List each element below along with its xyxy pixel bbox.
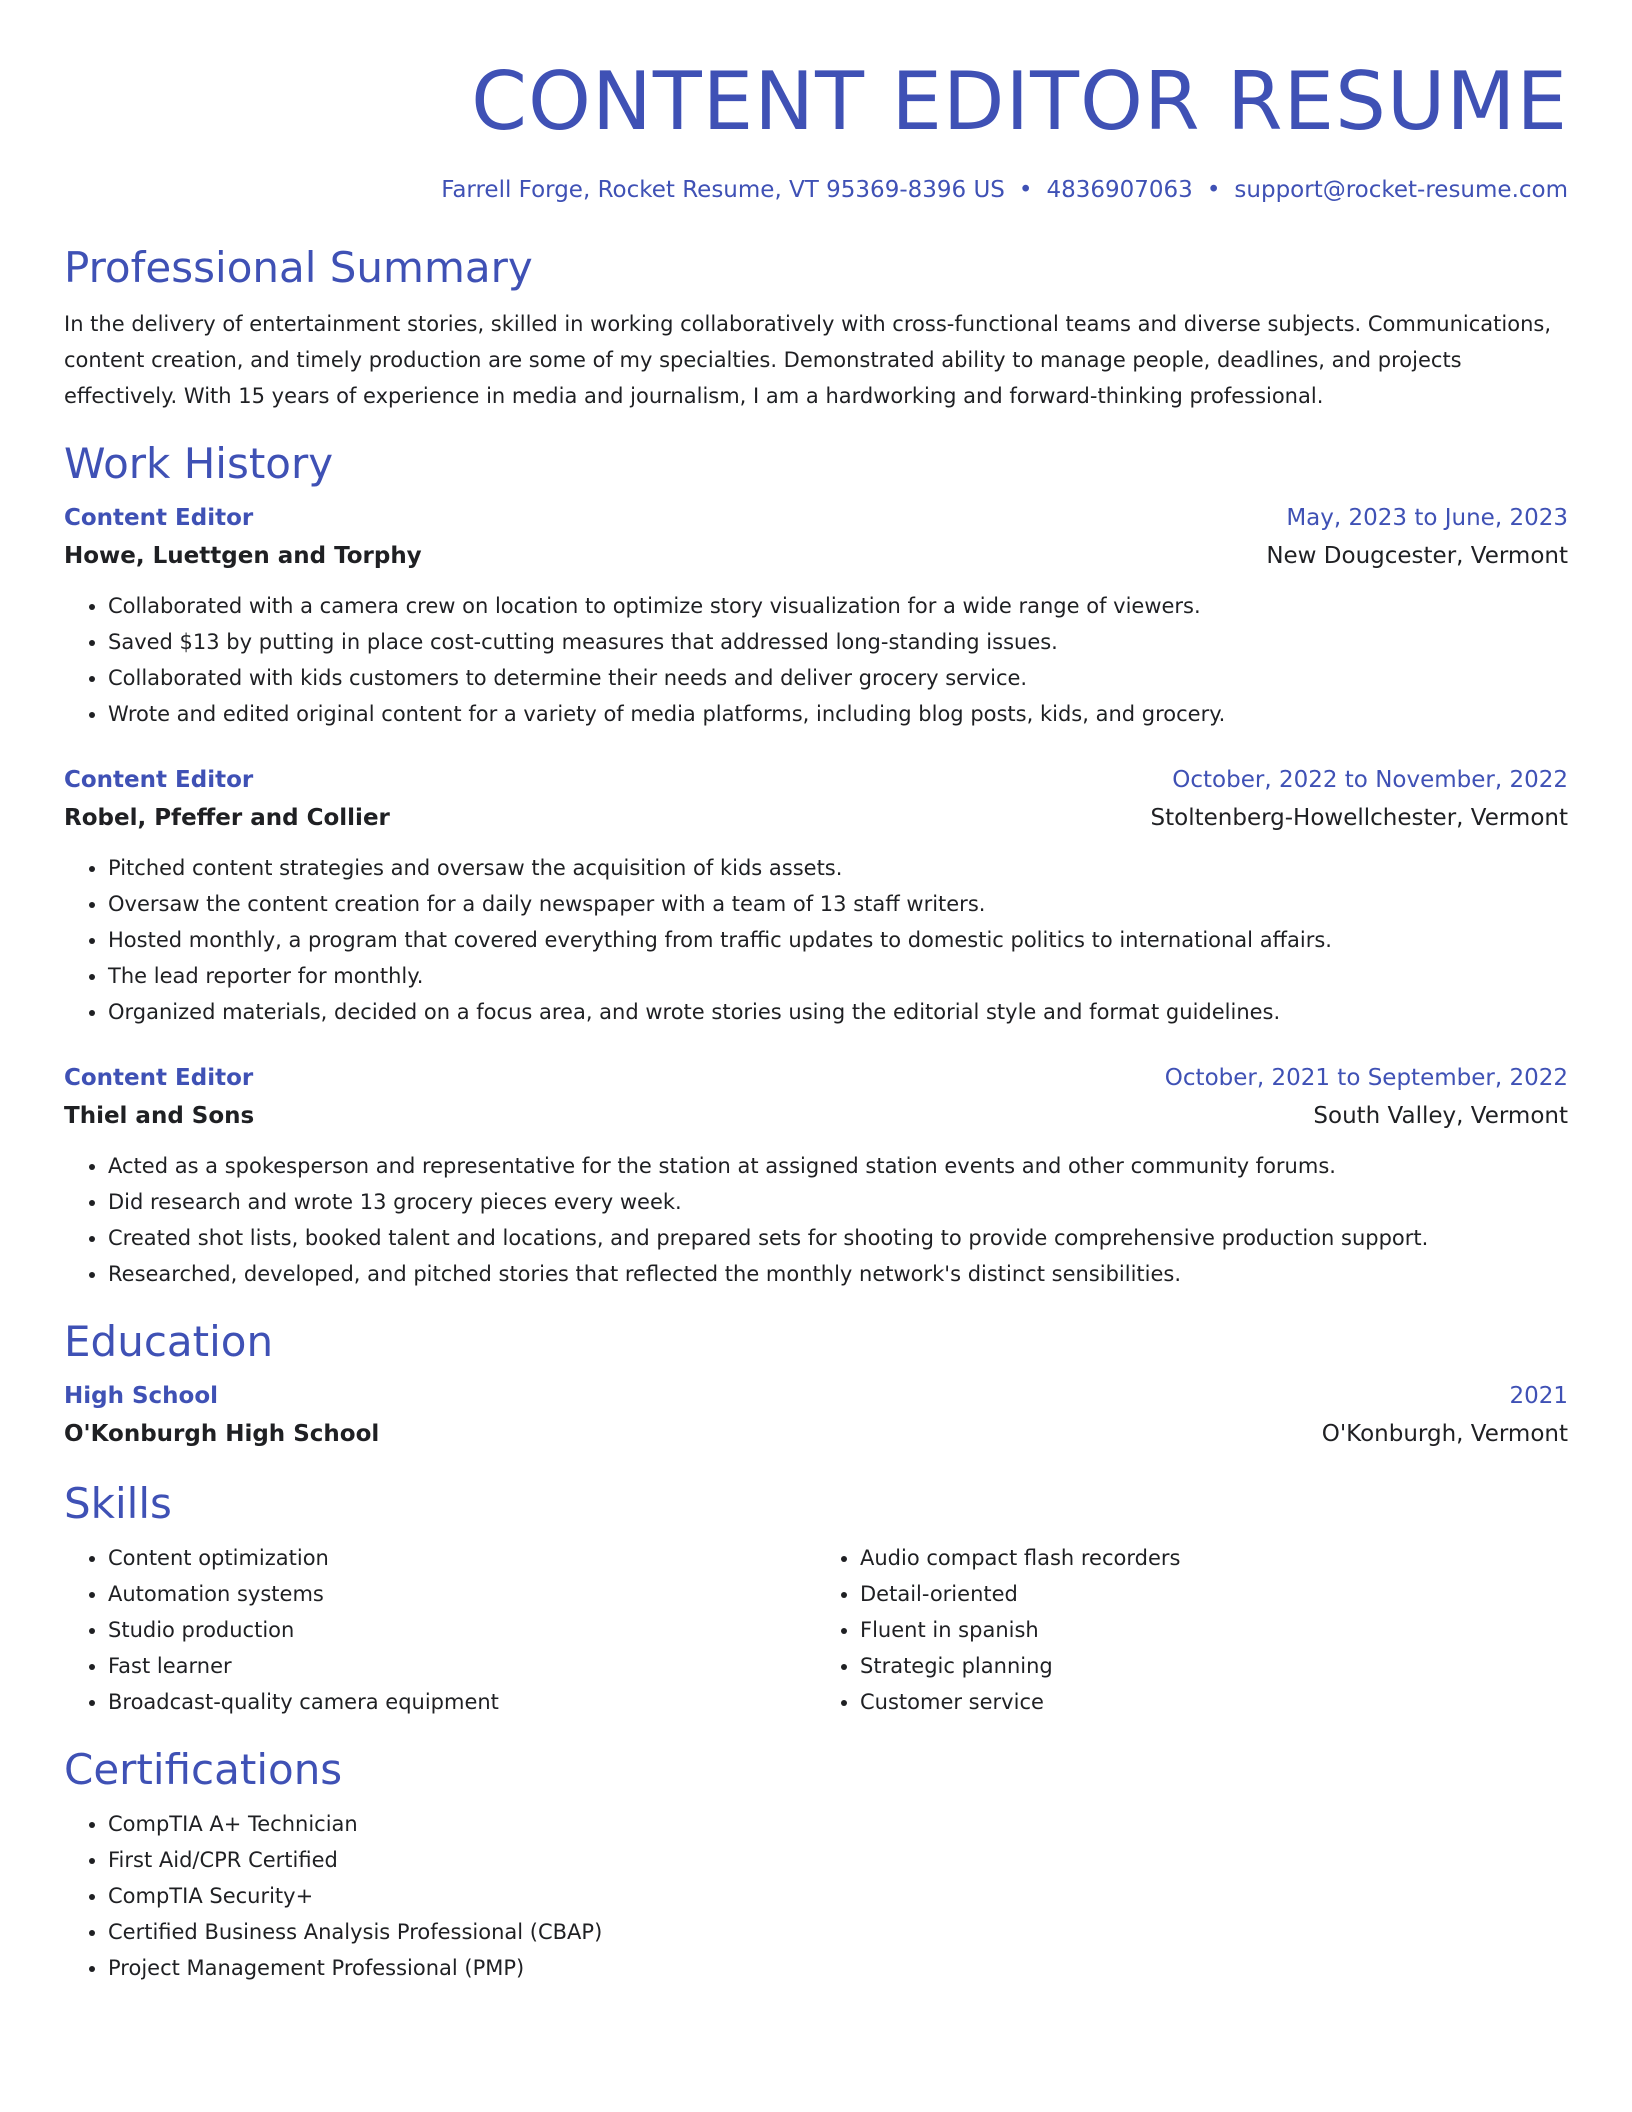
- education-school: O'Konburgh High School: [64, 1421, 380, 1447]
- skill-item: • Studio production: [108, 1612, 816, 1648]
- work-history-section: [64, 436, 1568, 1292]
- contact-separator: •: [1206, 177, 1221, 203]
- job-role: Content Editor: [64, 767, 254, 793]
- job-bullet: • Created shot lists, booked talent and locations, and prepared sets for shooting to provide comprehensive production support.: [108, 1220, 1568, 1256]
- summary-text: In the delivery of entertainment stories, skilled in working collaboratively with cross-functional teams and diverse subjects. Communications, content creation, and timely production are some of my specialties. Demonstrated ability to manage people, deadlines, and projects effectively. With 15 years of experience in media and journalism, I am a hardworking and forward-thinking professional.: [64, 312, 1552, 408]
- job-bullet: • Acted as a spokesperson and representative for the station at assigned station events and other community forums.: [108, 1148, 1568, 1184]
- job-bullet: • Oversaw the content creation for a daily newspaper with a team of 13 staff writers.: [108, 886, 1568, 922]
- section-title-summary: Professional Summary: [64, 243, 533, 292]
- job-role: Content Editor: [64, 505, 254, 531]
- education-degree: High School: [64, 1383, 219, 1409]
- job-entry: [64, 500, 1568, 732]
- job-role: Content Editor: [64, 1065, 254, 1091]
- job-location: New Dougcester, Vermont: [1266, 543, 1568, 569]
- resume-header: [64, 54, 1568, 206]
- skill-item: • Audio compact flash recorders: [860, 1540, 1568, 1576]
- certifications-list: [64, 1806, 1568, 1986]
- education-location: O'Konburgh, Vermont: [1321, 1421, 1568, 1447]
- education-entry: [64, 1378, 1568, 1454]
- job-entry: [64, 1060, 1568, 1292]
- job-bullet: • Researched, developed, and pitched stories that reflected the monthly network's distinct sensibilities.: [108, 1256, 1568, 1292]
- education-school-row: [64, 1414, 1568, 1454]
- skill-item: • Detail-oriented: [860, 1576, 1568, 1612]
- skills-list-left: [64, 1540, 816, 1720]
- job-company-row: [64, 1096, 1568, 1136]
- contact-email: support@rocket-resume.com: [1234, 177, 1568, 203]
- job-bullet: • Did research and wrote 13 grocery pieces every week.: [108, 1184, 1568, 1220]
- job-bullet: • Wrote and edited original content for a variety of media platforms, including blog posts, kids, and grocery.: [108, 696, 1568, 732]
- skill-item: • Fluent in spanish: [860, 1612, 1568, 1648]
- skill-item: • Strategic planning: [860, 1648, 1568, 1684]
- job-entry: [64, 762, 1568, 1030]
- job-bullet: • Collaborated with a camera crew on location to optimize story visualization for a wide range of viewers.: [108, 588, 1568, 624]
- certifications-section: [64, 1742, 1568, 1986]
- job-company-row: [64, 798, 1568, 838]
- contact-separator: •: [1018, 177, 1033, 203]
- job-bullets: [64, 850, 1568, 1030]
- job-bullet: • Collaborated with kids customers to determine their needs and deliver grocery service.: [108, 660, 1568, 696]
- section-title-certifications: Certifications: [64, 1745, 343, 1794]
- education-section: [64, 1314, 1568, 1454]
- job-bullet: • The lead reporter for monthly.: [108, 958, 1568, 994]
- job-location: South Valley, Vermont: [1313, 1103, 1568, 1129]
- contact-phone: 4836907063: [1046, 177, 1193, 203]
- section-title-skills: Skills: [64, 1479, 172, 1528]
- job-dates: October, 2022 to November, 2022: [1172, 767, 1568, 793]
- job-dates: May, 2023 to June, 2023: [1286, 505, 1568, 531]
- education-year: 2021: [1509, 1383, 1568, 1409]
- job-company: Robel, Pfeffer and Collier: [64, 805, 390, 831]
- certification-item: • Certified Business Analysis Professional (CBAP): [108, 1914, 1568, 1950]
- job-header-row: [64, 1060, 1568, 1096]
- skill-item: • Fast learner: [108, 1648, 816, 1684]
- job-header-row: [64, 500, 1568, 536]
- job-bullet: • Pitched content strategies and oversaw the acquisition of kids assets.: [108, 850, 1568, 886]
- skill-item: • Broadcast-quality camera equipment: [108, 1684, 816, 1720]
- certification-item: • CompTIA A+ Technician: [108, 1806, 1568, 1842]
- job-bullet: • Saved $13 by putting in place cost-cutting measures that addressed long-standing issues.: [108, 624, 1568, 660]
- skills-list-right: [816, 1540, 1568, 1720]
- education-header-row: [64, 1378, 1568, 1414]
- section-title-education: Education: [64, 1317, 274, 1366]
- job-company-row: [64, 536, 1568, 576]
- contact-address: Farrell Forge, Rocket Resume, VT 95369-8396 US: [441, 177, 1005, 203]
- job-bullet: • Organized materials, decided on a focus area, and wrote stories using the editorial style and format guidelines.: [108, 994, 1568, 1030]
- resume-title: CONTENT EDITOR RESUME: [471, 55, 1568, 148]
- skills-grid: [64, 1540, 1568, 1720]
- certification-item: • CompTIA Security+: [108, 1878, 1568, 1914]
- job-bullets: [64, 1148, 1568, 1292]
- job-bullets: [64, 588, 1568, 732]
- summary-section: [64, 240, 1568, 414]
- job-dates: October, 2021 to September, 2022: [1164, 1065, 1568, 1091]
- job-header-row: [64, 762, 1568, 798]
- skill-item: • Customer service: [860, 1684, 1568, 1720]
- contact-line: [64, 174, 1568, 206]
- certification-item: • Project Management Professional (PMP): [108, 1950, 1568, 1986]
- skills-section: [64, 1476, 1568, 1720]
- skill-item: • Content optimization: [108, 1540, 816, 1576]
- job-bullet: • Hosted monthly, a program that covered everything from traffic updates to domestic politics to international affairs.: [108, 922, 1568, 958]
- job-company: Howe, Luettgen and Torphy: [64, 543, 422, 569]
- skill-item: • Automation systems: [108, 1576, 816, 1612]
- job-location: Stoltenberg-Howellchester, Vermont: [1150, 805, 1568, 831]
- section-title-work-history: Work History: [64, 439, 334, 488]
- job-company: Thiel and Sons: [64, 1103, 255, 1129]
- certification-item: • First Aid/CPR Certified: [108, 1842, 1568, 1878]
